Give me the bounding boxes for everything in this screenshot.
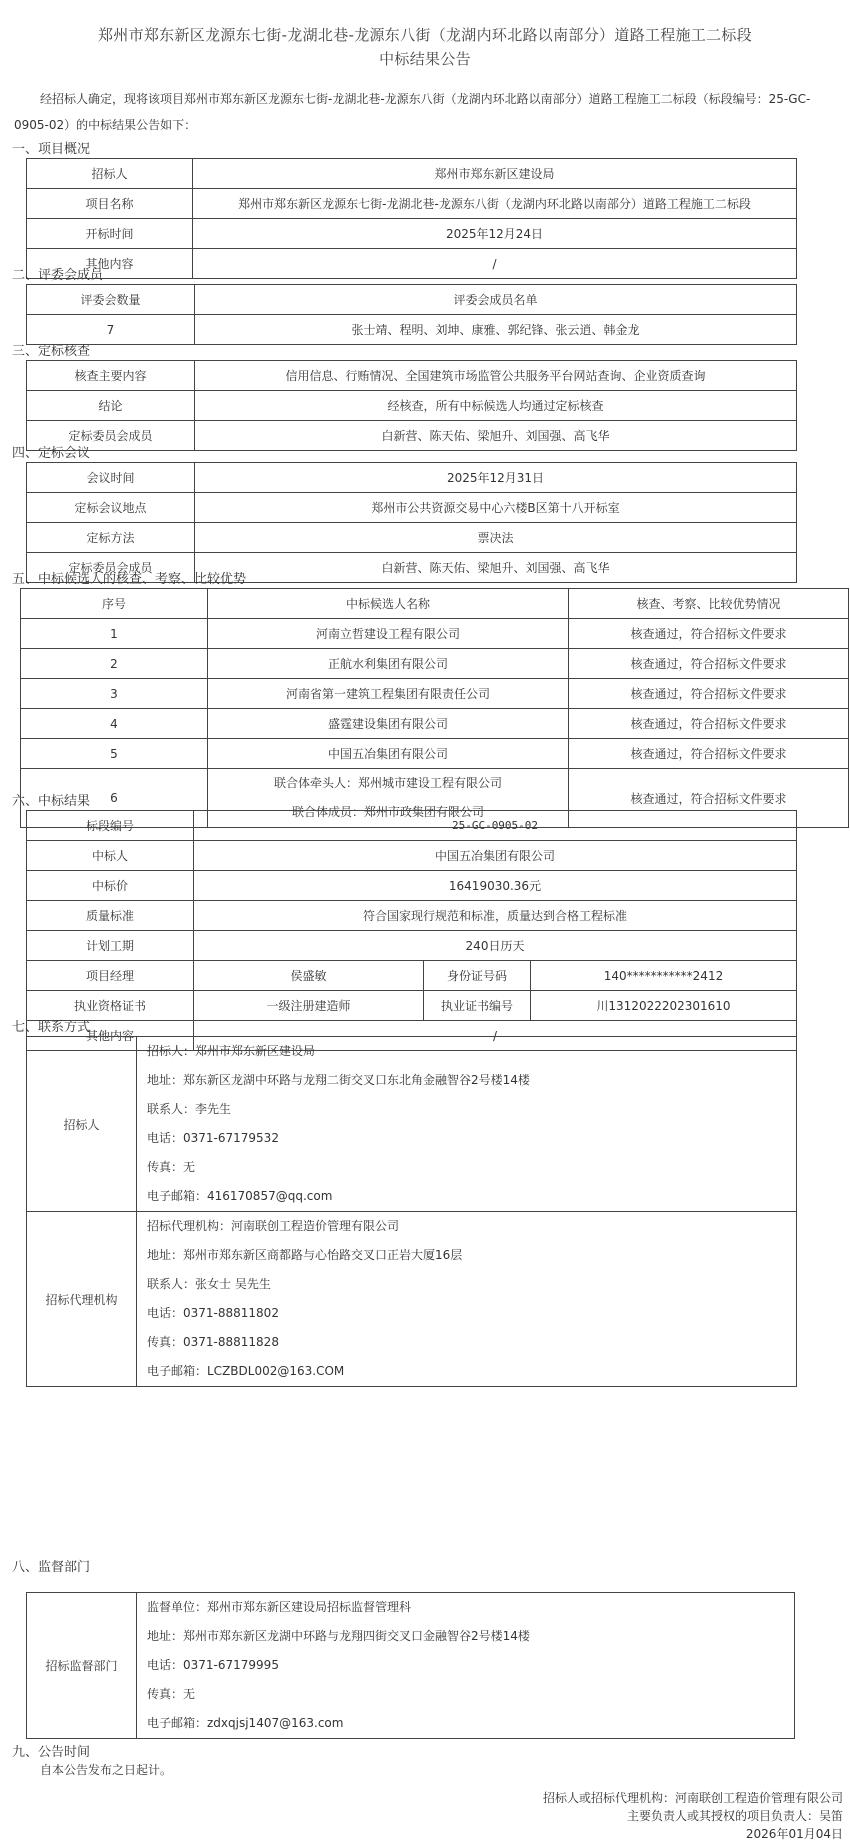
candidate-no: 4 — [21, 709, 208, 739]
signature-date: 2026年01月04日 — [745, 1827, 843, 1841]
publication-text: 自本公告发布之日起计。 — [40, 1763, 173, 1777]
row-value: 信用信息、行贿情况、全国建筑市场监管公共服务平台网站查询、企业资质查询 — [195, 361, 797, 391]
table-row — [27, 159, 797, 189]
signature-agency: 招标人或招标代理机构：河南联创工程造价管理有限公司 — [542, 1791, 843, 1805]
row-label: 计划工期 — [27, 931, 194, 961]
row-label: 招标代理机构 — [27, 1212, 137, 1387]
column-header: 评委会数量 — [27, 285, 195, 315]
lot-number: 25-GC-0905-02 — [194, 811, 797, 841]
table-row — [27, 901, 797, 931]
table-row — [27, 219, 797, 249]
table-header-row — [21, 589, 849, 619]
row-label: 项目名称 — [27, 189, 193, 219]
planned-duration: 240日历天 — [194, 931, 797, 961]
table-row — [27, 463, 797, 493]
table-row — [27, 991, 797, 1021]
table-row — [27, 961, 797, 991]
agency-contact — [137, 1212, 797, 1387]
table-row — [27, 361, 797, 391]
page-title-line2: 中标结果公告 — [379, 50, 471, 68]
candidate-result: 核查通过，符合招标文件要求 — [569, 679, 849, 709]
row-label: 质量标准 — [27, 901, 194, 931]
winning-price: 16419030.36元 — [194, 871, 797, 901]
contact-line: 电子邮箱：zdxqjsj1407@163.com — [147, 1716, 344, 1730]
candidate-no: 5 — [21, 739, 208, 769]
table-row — [27, 1593, 795, 1739]
candidate-no: 1 — [21, 619, 208, 649]
contact-line: 招标人：郑州市郑东新区建设局 — [147, 1044, 316, 1058]
consortium-lead: 联合体牵头人：郑州城市建设工程有限公司 — [273, 776, 502, 790]
row-label: 身份证号码 — [424, 961, 531, 991]
candidates-table — [20, 588, 849, 828]
contact-line: 电子邮箱：LCZBDL002@163.COM — [147, 1364, 345, 1378]
candidate-no: 2 — [21, 649, 208, 679]
candidate-name: 盛霆建设集团有限公司 — [208, 709, 569, 739]
table-row — [21, 709, 849, 739]
supervisor-contact — [137, 1593, 795, 1739]
contact-line: 电子邮箱：416170857@qq.com — [147, 1189, 333, 1203]
contact-line: 传真：无 — [147, 1687, 196, 1701]
table-row — [27, 871, 797, 901]
row-value: 2025年12月24日 — [193, 219, 797, 249]
project-manager: 侯盛敏 — [194, 961, 424, 991]
contact-line: 联系人：李先生 — [147, 1102, 232, 1116]
row-label: 招标监督部门 — [27, 1593, 137, 1739]
row-label: 标段编号 — [27, 811, 194, 841]
row-label: 执业资格证书 — [27, 991, 194, 1021]
row-value: 郑州市郑东新区龙源东七街-龙湖北巷-龙源东八街（龙湖内环北路以南部分）道路工程施工二标段 — [193, 189, 797, 219]
candidate-name: 正航水利集团有限公司 — [208, 649, 569, 679]
contact-line: 电话：0371-67179995 — [147, 1658, 279, 1672]
contact-line: 联系人：张女士 吴先生 — [147, 1277, 271, 1291]
page-title-line1: 郑州市郑东新区龙源东七街-龙湖北巷-龙源东八街（龙湖内环北路以南部分）道路工程施工二标段 — [97, 26, 753, 44]
row-value: 白新营、陈天佑、梁旭升、刘国强、高飞华 — [195, 553, 797, 583]
candidate-name: 中国五冶集团有限公司 — [208, 739, 569, 769]
row-label: 中标人 — [27, 841, 194, 871]
row-value: 郑州市公共资源交易中心六楼B区第十八开标室 — [195, 493, 797, 523]
table-header-row — [27, 285, 797, 315]
table-row — [27, 1037, 797, 1212]
supervision-table — [26, 1592, 795, 1739]
cert-number: 川1312022202301610 — [531, 991, 797, 1021]
intro-paragraph — [14, 86, 834, 138]
candidate-result: 核查通过，符合招标文件要求 — [569, 649, 849, 679]
contacts-table — [26, 1036, 797, 1387]
row-value: 郑州市郑东新区建设局 — [193, 159, 797, 189]
candidate-result: 核查通过，符合招标文件要求 — [569, 619, 849, 649]
candidate-result: 核查通过，符合招标文件要求 — [569, 739, 849, 769]
intro-line2: 0905-02）的中标结果公告如下： — [14, 118, 197, 132]
contact-line: 地址：郑东新区龙湖中环路与龙翔二街交叉口东北角金融智谷2号楼14楼 — [147, 1073, 530, 1087]
candidate-no: 6 — [21, 769, 208, 828]
section-heading-contacts: 七、联系方式 — [12, 1020, 91, 1035]
contact-line: 电话：0371-67179532 — [147, 1131, 279, 1145]
section-heading-supervision: 八、监督部门 — [12, 1560, 91, 1575]
signature-person: 主要负责人或其授权的项目负责人：吴笛 — [626, 1809, 843, 1823]
column-header: 核查、考察、比较优势情况 — [569, 589, 849, 619]
table-row — [21, 619, 849, 649]
tenderer-contact — [137, 1037, 797, 1212]
contact-line: 传真：无 — [147, 1160, 196, 1174]
column-header: 序号 — [21, 589, 208, 619]
candidate-name: 河南省第一建筑工程集团有限责任公司 — [208, 679, 569, 709]
row-label: 会议时间 — [27, 463, 195, 493]
row-label: 中标价 — [27, 871, 194, 901]
table-row — [27, 841, 797, 871]
row-label: 其他内容 — [27, 249, 193, 279]
table-row — [27, 391, 797, 421]
column-header: 中标候选人名称 — [208, 589, 569, 619]
section-heading-publication: 九、公告时间 — [12, 1745, 91, 1760]
row-label: 定标方法 — [27, 523, 195, 553]
section-heading-meeting: 四、定标会议 — [12, 446, 91, 461]
candidate-name: 河南立哲建设工程有限公司 — [208, 619, 569, 649]
section-heading-overview: 一、项目概况 — [12, 142, 91, 157]
section-heading-committee: 二、评委会成员 — [12, 268, 104, 283]
table-row — [27, 1212, 797, 1387]
row-label: 招标人 — [27, 159, 193, 189]
row-value: 2025年12月31日 — [195, 463, 797, 493]
award-result-table — [26, 810, 797, 1051]
contact-line: 地址：郑州市郑东新区龙湖中环路与龙翔四街交叉口金融智谷2号楼14楼 — [147, 1629, 530, 1643]
row-label: 定标委员会成员 — [27, 553, 195, 583]
committee-table — [26, 284, 797, 345]
section-heading-result: 六、中标结果 — [12, 794, 91, 809]
verification-table — [26, 360, 797, 451]
table-row — [27, 931, 797, 961]
contact-line: 电话：0371-88811802 — [147, 1306, 279, 1320]
table-row — [21, 679, 849, 709]
id-number: 140***********2412 — [531, 961, 797, 991]
row-label: 定标会议地点 — [27, 493, 195, 523]
table-row — [27, 523, 797, 553]
contact-line: 监督单位：郑州市郑东新区建设局招标监督管理科 — [147, 1600, 412, 1614]
qualification-cert: 一级注册建造师 — [194, 991, 424, 1021]
row-label: 定标委员会成员 — [27, 421, 195, 451]
committee-count: 7 — [27, 315, 195, 345]
other-content: / — [194, 1021, 797, 1051]
quality-standard: 符合国家现行规范和标准，质量达到合格工程标准 — [194, 901, 797, 931]
table-row — [21, 649, 849, 679]
row-label: 开标时间 — [27, 219, 193, 249]
contact-line: 地址：郑州市郑东新区商都路与心怡路交叉口正岩大厦16层 — [147, 1248, 463, 1262]
column-header: 评委会成员名单 — [195, 285, 797, 315]
table-row — [27, 493, 797, 523]
candidate-no: 3 — [21, 679, 208, 709]
meeting-table — [26, 462, 797, 583]
intro-line1: 经招标人确定，现将该项目郑州市郑东新区龙源东七街-龙湖北巷-龙源东八街（龙湖内环北路以南部分）道路工程施工二标段（标段编号：25-GC- — [40, 92, 811, 106]
table-row — [27, 811, 797, 841]
winning-bidder: 中国五冶集团有限公司 — [194, 841, 797, 871]
contact-line: 传真：0371-88811828 — [147, 1335, 279, 1349]
section-heading-verification: 三、定标核查 — [12, 344, 91, 359]
signature-block — [543, 1789, 843, 1843]
row-label: 招标人 — [27, 1037, 137, 1212]
table-row — [27, 315, 797, 345]
section-heading-candidates: 五、中标候选人的核查、考察、比较优势 — [12, 572, 247, 587]
candidate-result: 核查通过，符合招标文件要求 — [569, 769, 849, 828]
row-value: 票决法 — [195, 523, 797, 553]
row-label: 其他内容 — [27, 1021, 194, 1051]
row-label: 核查主要内容 — [27, 361, 195, 391]
row-label: 项目经理 — [27, 961, 194, 991]
table-row — [27, 249, 797, 279]
row-value: 经核查，所有中标候选人均通过定标核查 — [195, 391, 797, 421]
row-label: 结论 — [27, 391, 195, 421]
candidate-result: 核查通过，符合招标文件要求 — [569, 709, 849, 739]
contact-line: 招标代理机构：河南联创工程造价管理有限公司 — [147, 1219, 400, 1233]
committee-members: 张士靖、程明、刘坤、康雅、郭纪锋、张云逍、韩金龙 — [195, 315, 797, 345]
table-row — [27, 421, 797, 451]
row-value: 白新营、陈天佑、梁旭升、刘国强、高飞华 — [195, 421, 797, 451]
consortium-member: 联合体成员：郑州市政集团有限公司 — [291, 805, 484, 819]
table-row — [27, 189, 797, 219]
project-overview-table — [26, 158, 797, 279]
row-value: / — [193, 249, 797, 279]
row-label: 执业证书编号 — [424, 991, 531, 1021]
table-row — [21, 739, 849, 769]
